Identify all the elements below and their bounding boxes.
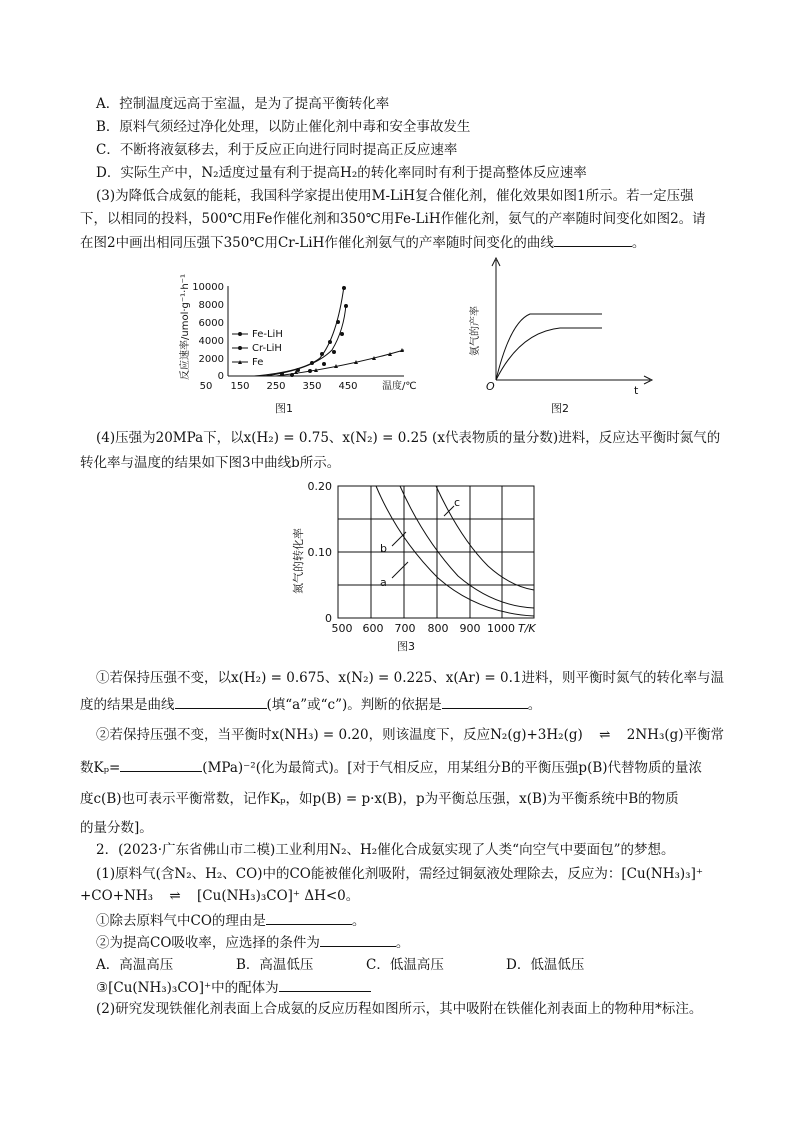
fig2-xlabel: t [634,384,639,397]
q4-2-line3: 度c(B)也可表示平衡常数，记作Kₚ，如p(B) = p·x(B)，p为平衡总压强，x(B)为平衡系统中B的物质 [80,791,679,807]
legend-fe: Fe [252,357,264,368]
curve-b-label: b [380,542,387,555]
q4-line2: 转化率与温度的结果如下图3中曲线b所示。 [80,455,341,471]
q2-text: ②为提高CO吸收率，应选择的条件为 [96,935,320,951]
q2-options [96,955,584,975]
fig3-xtick: 900 [459,622,481,635]
fig1-xtick: 150 [230,381,250,392]
q3-line2: 下，以相同的投料，500℃用Fe作催化剂和350℃用Fe-LiH作催化剂，氨气的产率随时间变化如图2。请 [80,211,706,227]
fig1-ylabel: 反应速率/umol·g⁻¹·h⁻¹ [180,274,191,380]
q4-2-text: ②若保持压强不变，当平衡时x(NH₃) = 0.20，则该温度下，反应N₂(g)+3H₂(g) [96,727,583,743]
q3-line1: (3)为降低合成氨的能耗，我国科学家提出使用M-LiH复合催化剂，催化效果如图1所示。若一定压强 [96,188,694,204]
q4-2-line4: 的量分数]。 [80,820,153,836]
q2-line4 [96,910,365,931]
fig1-xtick: 450 [338,381,358,392]
q2-text: 。 [351,913,366,929]
equilibrium-arrow-icon: ⇌ [599,727,611,743]
answer-blank[interactable] [320,932,396,947]
fig1-caption: 图1 [275,402,293,415]
cr-lih-curve [264,304,346,376]
answer-blank[interactable] [442,694,528,709]
answer-blank[interactable] [279,977,371,992]
q2-option-d: D．低温低压 [506,957,585,973]
fig3-xtick: 600 [362,622,384,635]
q4-2-text: 2NH₃(g)平衡常 [626,727,725,743]
option-a: A．控制温度远高于室温，是为了提高平衡转化率 [96,96,390,112]
fig1-ytick: 10000 [192,282,224,293]
fig1-ytick: 8000 [198,300,224,311]
fig3-ytick: 0.10 [307,546,332,559]
fig3-xtick: 1000 [487,622,515,635]
fig3-caption: 图3 [397,640,415,653]
q2-line2: (1)原料气(含N₂、H₂、CO)中的CO能被催化剂吸附，需经过铜氨液处理除去，反应为：[Cu(NH₃)₃]⁺ [96,866,703,882]
q3-line3 [80,232,645,253]
q4-1-text: 度的结果是曲线 [80,697,175,713]
fig3-ylabel: 氮气的转化率 [292,528,305,594]
answer-blank[interactable] [266,910,352,925]
q3-line3-text: 在图2中画出相同压强下350℃用Cr-LiH作催化剂氨气的产率随时间变化的曲线 [80,235,554,251]
q2-text: ①除去原料气中CO的理由是 [96,913,266,929]
q2-option-a: A．高温高压 [96,957,174,973]
q2-line1: 2．(2023·广东省佛山市二模)工业利用N₂、H₂催化合成氨实现了人类“向空气中要面包”的梦想。 [96,842,675,858]
option-c: C．不断将液氨移去，利于反应正向进行同时提高正反应速率 [96,142,458,158]
figure-2 [460,252,660,417]
q4-2-text: (MPa)⁻²(化为最简式)。[对于气相反应，用某组分B的平衡压强p(B)代替物质的量浓 [202,760,703,776]
curve-c-label: c [454,496,461,509]
figure-1 [172,262,417,417]
fe-500-curve [496,328,602,380]
figure-3 [288,478,548,656]
q4-1-text: (填“a”或“c”)。判断的依据是 [266,697,442,713]
fig3-xtick: 500 [331,622,353,635]
fig1-ytick: 2000 [198,354,224,365]
fig3-ytick: 0 [325,612,332,625]
legend-fe-lih: Fe-LiH [252,329,283,340]
answer-blank[interactable] [120,757,202,772]
fig1-xtick: 50 [199,381,213,392]
answer-blank[interactable] [554,232,632,247]
fe-lih-350-curve [496,314,602,380]
q4-1-end: 。 [527,697,542,713]
q2-line3 [80,886,359,906]
option-b: B．原料气须经过净化处理，以防止催化剂中毒和安全事故发生 [96,119,471,135]
fig1-ytick: 0 [217,371,224,382]
q3-line3-end: 。 [631,235,646,251]
q2-text: ③[Cu(NH₃)₃CO]⁺中的配体为 [96,980,279,996]
fig2-origin: O [486,380,495,393]
option-d: D．实际生产中，N₂适度过量有利于提高H₂的转化率同时有利于提高整体反应速率 [96,165,587,181]
q4-1-line2 [80,694,541,715]
fig2-caption: 图2 [551,402,569,415]
fig1-ytick: 4000 [198,336,224,347]
fig3-xlabel: T/K [518,622,536,635]
q4-2-line2 [80,757,702,778]
fig3-xtick: 800 [427,622,449,635]
q4-2-line1 [96,725,724,745]
fig3-ytick: 0.20 [307,480,332,493]
q2-text: 。 [395,935,410,951]
curve-a-label: a [380,576,387,589]
q2-option-b: B．高温低压 [236,957,314,973]
q2-line5 [96,932,409,953]
curve-c [436,486,534,590]
q2-line7: (2)研究发现铁催化剂表面上合成氨的反应历程如图所示，其中吸附在铁催化剂表面上的物种用*标注。 [96,1001,703,1017]
legend-cr-lih: Cr-LiH [252,343,282,354]
fig1-xlabel: 温度/℃ [382,381,417,392]
fig1-ytick: 6000 [198,318,224,329]
q4-2-text: 数Kₚ= [80,760,121,776]
equilibrium-arrow-icon: ⇌ [169,888,181,904]
q2-text: [Cu(NH₃)₃CO]⁺ ΔH<0。 [197,888,360,904]
q2-text: +CO+NH₃ [80,888,154,904]
fig3-xtick: 700 [394,622,416,635]
q4-1-line1: ①若保持压强不变，以x(H₂) = 0.675、x(N₂) = 0.225、x(Ar) = 0.1进料，则平衡时氮气的转化率与温 [96,670,724,686]
q2-line6 [96,977,371,998]
fig2-ylabel: 氨气的产率 [470,306,481,356]
q2-option-c: C．低温高压 [366,957,444,973]
answer-blank[interactable] [175,694,267,709]
fig1-xtick: 350 [302,381,322,392]
curve-b [400,486,534,608]
q4-line1: (4)压强为20MPa下，以x(H₂) = 0.75、x(N₂) = 0.25 (x代表物质的量分数)进料，反应达平衡时氮气的 [96,430,721,446]
fig1-xtick: 250 [266,381,286,392]
